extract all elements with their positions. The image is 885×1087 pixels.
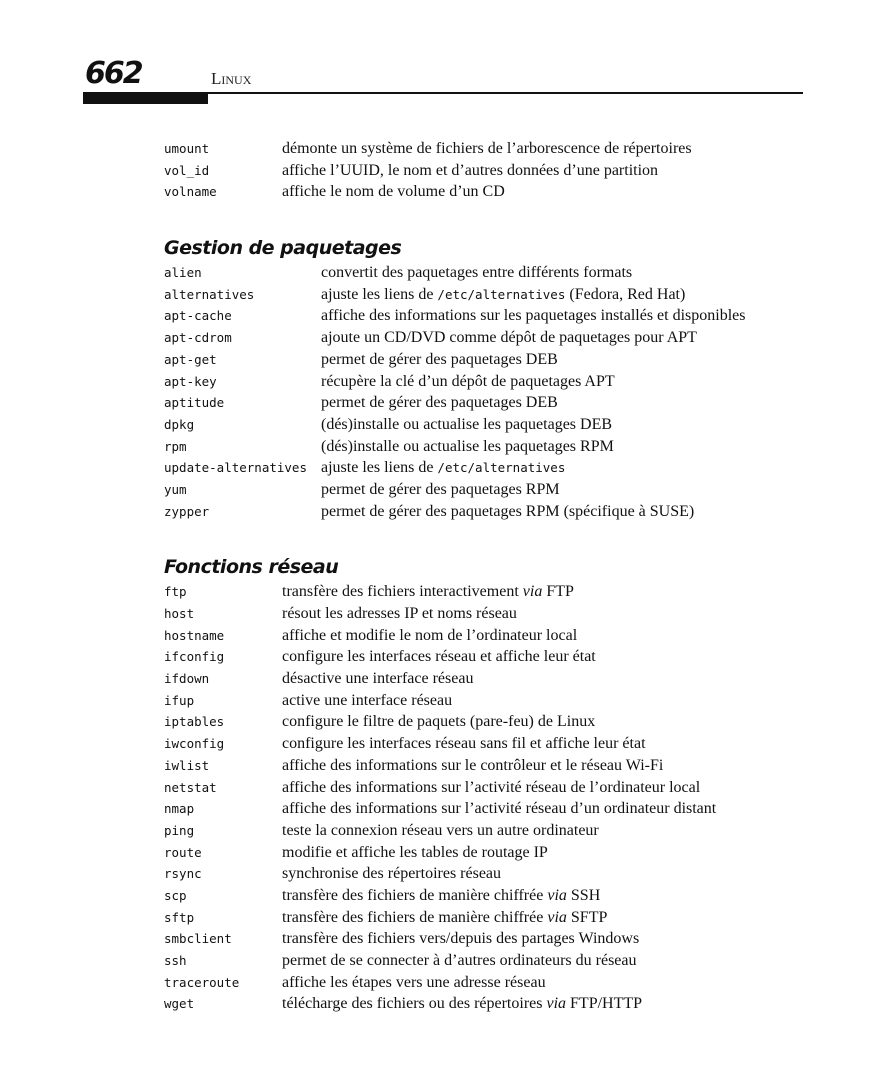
list-item <box>164 479 804 501</box>
page-header <box>83 52 803 108</box>
command-name: ifdown <box>164 671 210 687</box>
command-description: affiche des informations sur l’activité réseau de l’ordinateur local <box>282 778 701 796</box>
list-item <box>164 501 804 523</box>
emphasis-text: via <box>522 583 543 601</box>
section-title-package-management: Gestion de paquetages <box>164 237 402 260</box>
command-name: rsync <box>164 866 202 882</box>
emphasis-text: via <box>546 995 567 1013</box>
command-name: host <box>164 606 195 621</box>
command-description: configure les interfaces réseau sans fil et affiche leur état <box>282 735 646 753</box>
list-item <box>164 625 804 647</box>
description-text: SSH <box>566 886 601 904</box>
list-item <box>164 842 804 864</box>
section-filesystem-tail <box>164 138 804 203</box>
command-description: permet de gérer des paquetages RPM (spécifique à SUSE) <box>321 502 695 520</box>
list-item <box>164 885 804 907</box>
list-item <box>164 436 804 458</box>
command-name: smbclient <box>164 931 232 947</box>
section-network-functions <box>164 581 804 1015</box>
command-name: volname <box>164 184 217 200</box>
command-name: dpkg <box>164 416 195 432</box>
description-text: ajuste les liens de <box>321 285 438 303</box>
list-item <box>164 414 804 436</box>
command-name: yum <box>164 481 187 497</box>
list-item <box>164 733 804 755</box>
list-item <box>164 457 804 479</box>
list-item <box>164 863 804 885</box>
command-description: configure le filtre de paquets (pare-feu) de Linux <box>282 713 596 731</box>
page-content <box>164 138 804 1015</box>
command-name: ifconfig <box>164 649 225 665</box>
list-item <box>164 798 804 820</box>
command-name: alien <box>164 265 202 281</box>
command-description: (dés)installe ou actualise les paquetages DEB <box>321 415 613 433</box>
description-text: FTP/HTTP <box>566 995 643 1013</box>
list-item <box>164 349 804 371</box>
command-description: convertit des paquetages entre différents formats <box>321 264 633 282</box>
command-name: netstat <box>164 779 217 795</box>
command-description: permet de se connecter à d’autres ordinateurs du réseau <box>282 952 637 969</box>
list-item <box>164 284 804 306</box>
command-description: affiche des informations sur le contrôleur et le réseau Wi-Fi <box>282 756 664 774</box>
command-description <box>321 457 565 479</box>
command-description <box>321 284 685 306</box>
description-text: (Fedora, Red Hat) <box>565 285 686 303</box>
command-name: update-alternatives <box>164 460 307 476</box>
command-description: affiche des informations sur les paquetages installés et disponibles <box>321 307 746 325</box>
list-item <box>164 160 804 182</box>
command-name: scp <box>164 887 187 903</box>
list-item <box>164 777 804 799</box>
header-bar <box>83 92 208 104</box>
list-item <box>164 972 804 994</box>
command-description <box>282 993 642 1015</box>
list-item <box>164 950 804 972</box>
page-number: 662 <box>85 56 142 91</box>
command-description: permet de gérer des paquetages DEB <box>321 394 558 412</box>
path-code: /etc/alternatives <box>437 460 566 476</box>
list-item <box>164 993 804 1015</box>
list-item <box>164 581 804 603</box>
command-name: ping <box>164 822 195 838</box>
command-name: ftp <box>164 584 187 600</box>
command-description: permet de gérer des paquetages DEB <box>321 350 558 368</box>
command-description: affiche les étapes vers une adresse réseau <box>282 973 546 991</box>
command-description: (dés)installe ou actualise les paquetages RPM <box>321 437 614 455</box>
command-name: apt-cache <box>164 308 232 324</box>
path-code: /etc/alternatives <box>437 286 566 302</box>
command-name: nmap <box>164 801 195 817</box>
description-text: transfère des fichiers de manière chiffrée <box>282 886 548 904</box>
command-name: ssh <box>164 953 187 968</box>
command-name: ifup <box>164 692 195 708</box>
command-description: permet de gérer des paquetages RPM <box>321 480 560 498</box>
command-name: sftp <box>164 909 195 925</box>
command-name: iwlist <box>164 757 210 773</box>
command-name: umount <box>164 141 210 156</box>
list-item <box>164 907 804 929</box>
command-description <box>282 885 600 907</box>
emphasis-text: via <box>547 886 567 904</box>
command-name: iwconfig <box>164 736 225 752</box>
list-item <box>164 262 804 284</box>
description-text: SFTP <box>566 908 608 926</box>
command-description: affiche l’UUID, le nom et d’autres données d’une partition <box>282 161 659 179</box>
command-name: route <box>164 844 202 860</box>
description-text: télécharge des fichiers ou des répertoires <box>282 995 547 1013</box>
list-item <box>164 928 804 950</box>
command-description: affiche des informations sur l’activité réseau d’un ordinateur distant <box>282 800 717 818</box>
description-text: transfère des fichiers interactivement <box>282 583 523 601</box>
section-title-network-functions: Fonctions réseau <box>164 556 339 579</box>
command-name: wget <box>164 996 195 1012</box>
command-description: modifie et affiche les tables de routage IP <box>282 843 548 861</box>
command-description: résout les adresses IP et noms réseau <box>282 605 517 622</box>
command-description <box>282 581 574 603</box>
command-name: zypper <box>164 503 210 519</box>
command-description: désactive une interface réseau <box>282 670 474 688</box>
command-name: apt-cdrom <box>164 330 232 346</box>
command-name: aptitude <box>164 395 225 411</box>
command-description: récupère la clé d’un dépôt de paquetages APT <box>321 372 615 390</box>
command-description: démonte un système de fichiers de l’arborescence de répertoires <box>282 140 692 157</box>
list-item <box>164 371 804 393</box>
command-name: iptables <box>164 714 225 730</box>
command-description: configure les interfaces réseau et affiche leur état <box>282 648 596 666</box>
command-description: teste la connexion réseau vers un autre ordinateur <box>282 821 599 839</box>
section-package-management <box>164 262 804 522</box>
description-text: transfère des fichiers de manière chiffrée <box>282 908 548 926</box>
running-title: Linux <box>211 69 252 88</box>
list-item <box>164 138 804 160</box>
command-description: affiche le nom de volume d’un CD <box>282 183 505 201</box>
command-name: traceroute <box>164 974 240 990</box>
command-description <box>282 907 607 929</box>
list-item <box>164 711 804 733</box>
command-name: apt-get <box>164 351 217 367</box>
list-item <box>164 392 804 414</box>
list-item <box>164 755 804 777</box>
description-text: FTP <box>542 583 574 601</box>
list-item <box>164 603 804 625</box>
command-name: vol_id <box>164 162 210 178</box>
command-description: active une interface réseau <box>282 691 453 709</box>
list-item <box>164 181 804 203</box>
command-name: hostname <box>164 627 225 643</box>
list-item <box>164 646 804 668</box>
command-description: affiche et modifie le nom de l’ordinateur local <box>282 626 578 644</box>
command-name: apt-key <box>164 373 217 389</box>
command-name: rpm <box>164 438 187 454</box>
description-text: ajuste les liens de <box>321 459 438 477</box>
list-item <box>164 327 804 349</box>
list-item <box>164 690 804 712</box>
command-name: alternatives <box>164 286 255 302</box>
list-item <box>164 820 804 842</box>
command-description: transfère des fichiers vers/depuis des partages Windows <box>282 930 640 948</box>
list-item <box>164 668 804 690</box>
emphasis-text: via <box>547 908 567 926</box>
command-description: synchronise des répertoires réseau <box>282 865 502 883</box>
command-description: ajoute un CD/DVD comme dépôt de paquetages pour APT <box>321 329 697 347</box>
list-item <box>164 305 804 327</box>
